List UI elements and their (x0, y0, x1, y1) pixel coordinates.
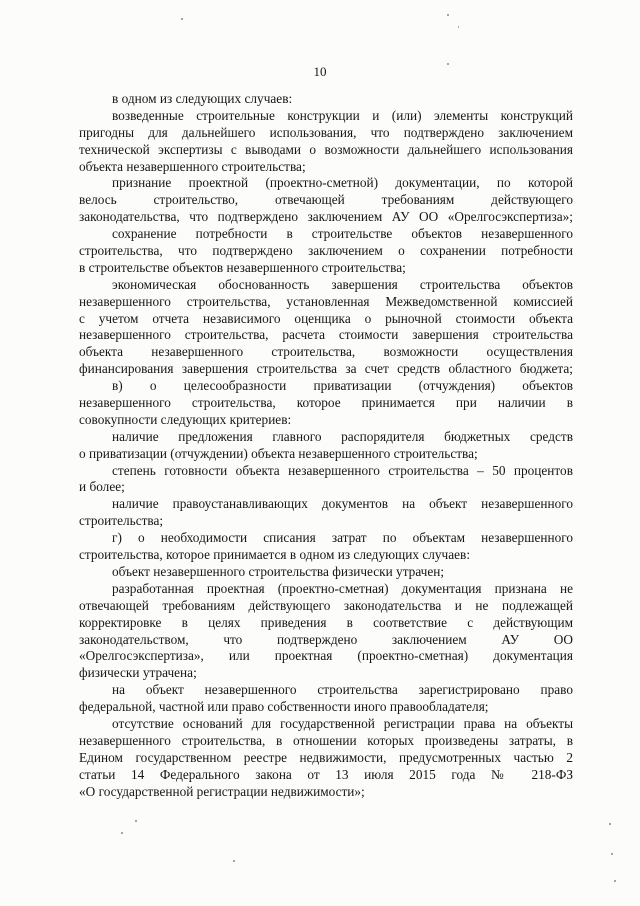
page-number: 10 (313, 64, 327, 79)
scan-speck (614, 880, 616, 882)
text-line: наличие правоустанавливающих документов на объект незавершенного (112, 496, 573, 512)
text-line: отвечающей требованиям действующего законодательства и не подлежащей (79, 597, 573, 613)
text-line: корректировке в целях приведения в соответствие с действующим (79, 614, 573, 630)
text-line: финансирования завершения строительства за счет средств областного бюджета; (79, 361, 573, 377)
text-line: объект незавершенного строительства физически утрачен; (112, 563, 445, 579)
scan-speck (609, 823, 611, 825)
text-line: г) о необходимости списания затрат по объектам незавершенного (112, 530, 573, 546)
text-line: признание проектной (проектно-сметной) документации, по которой (112, 175, 573, 191)
text-line: строительства, что подтверждено заключением о сохранении потребности (79, 243, 573, 259)
text-line: степень готовности объекта незавершенного строительства – 50 процентов (112, 462, 573, 478)
scan-speck (181, 18, 183, 20)
text-line: «О государственной регистрации недвижимости»; (79, 783, 365, 799)
text-line: незавершенного строительства, в отношении которых произведены затраты, в (79, 732, 573, 748)
scan-speck (121, 832, 123, 834)
text-line: сохранение потребности в строительстве объектов незавершенного (112, 226, 573, 242)
scan-speck (447, 14, 449, 16)
text-line: возведенные строительные конструкции и (или) элементы конструкций (112, 107, 573, 123)
text-line: в) о целесообразности приватизации (отчуждения) объектов (112, 378, 573, 394)
text-line: строительства, которое принимается в одном из следующих случаев: (79, 547, 471, 563)
text-line: физически утрачена; (79, 665, 197, 681)
text-line: с учетом отчета независимого оценщика о рыночной стоимости объекта (79, 310, 573, 326)
text-line: незавершенного строительства, расчета стоимости завершения строительства (79, 327, 573, 343)
text-line: в строительстве объектов незавершенного строительства; (79, 259, 406, 275)
text-line: в одном из следующих случаев: (112, 91, 293, 106)
text-line: законодательства, что подтверждено заключением АУ ОО «Орелгосэкспертиза»; (79, 209, 573, 225)
text-line: о приватизации (отчуждении) объекта незавершенного строительства; (79, 445, 478, 461)
scan-speck (135, 820, 137, 822)
text-line: «Орелгосэкспертиза», или проектная (проектно-сметная) документация (79, 648, 573, 664)
text-line: объекта незавершенного строительства, возможности осуществления (79, 344, 573, 360)
text-line: законодательством, что подтверждено заключением АУ ОО (79, 631, 573, 647)
scan-speck (233, 860, 235, 862)
text-line: и более; (79, 479, 125, 495)
text-line: наличие предложения главного распорядителя бюджетных средств (112, 428, 573, 444)
text-line: экономическая обоснованность завершения строительства объектов (112, 276, 573, 292)
text-line: статьи 14 Федерального закона от 13 июля 2015 года № 218-ФЗ (79, 766, 573, 782)
text-line: отсутствие оснований для государственной регистрации права на объекты (112, 715, 573, 731)
text-line: совокупности следующих критериев: (79, 411, 292, 427)
text-line: незавершенного строительства, установленная Межведомственной комиссией (79, 293, 573, 309)
document-body (79, 91, 573, 800)
scan-speck (611, 853, 613, 855)
text-line: Едином государственном реестре недвижимости, предусмотренных частью 2 (79, 749, 573, 765)
text-line: объекта незавершенного строительства; (79, 158, 306, 174)
text-line: разработанная проектная (проектно-сметная) документация признана не (112, 580, 573, 596)
text-line: велось строительство, отвечающей требованиям действующего (79, 192, 573, 208)
text-line: технической экспертизы с выводами о возможности дальнейшего использования (79, 141, 573, 157)
text-line: федеральной, частной или право собственности иного правообладателя; (79, 699, 489, 715)
text-line: незавершенного строительства, которое принимается при наличии в (79, 395, 573, 411)
text-line: на объект незавершенного строительства зарегистрировано право (112, 682, 573, 698)
text-line: строительства; (79, 513, 164, 529)
text-line: пригодны для дальнейшего использования, что подтверждено заключением (79, 124, 573, 140)
scan-speck (447, 63, 449, 65)
scan-speck (458, 26, 459, 28)
